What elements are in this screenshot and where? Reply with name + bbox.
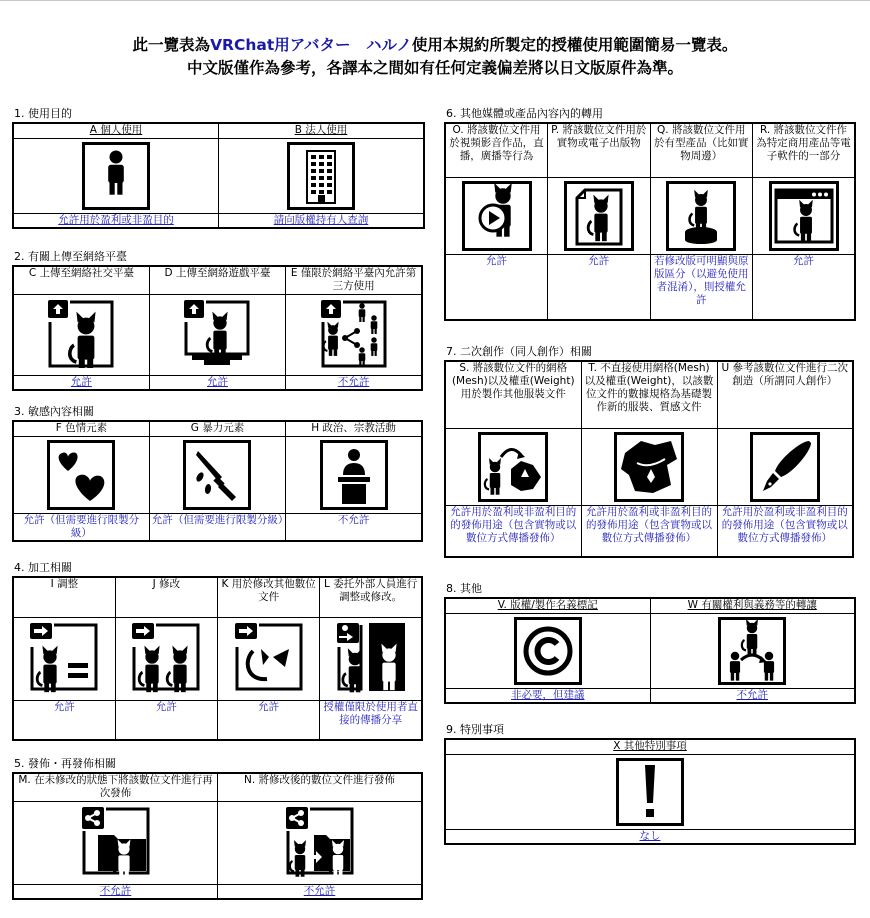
document-icon (564, 181, 634, 251)
special-table (444, 738, 856, 845)
icon-cell (149, 436, 285, 513)
result-text: 不允許 (736, 688, 768, 701)
result-i: 允許 (13, 700, 115, 740)
result-j: 允許 (115, 700, 217, 740)
header-t: T. 不直接使用網格(Mesh)以及權重(Weight)，以該數位文件的數據規格為基礎製作新的服裝、質感文件 (581, 361, 717, 428)
result-text: 允許 (70, 375, 92, 388)
title-suffix: 使用本規約所製定的授權使用範圍簡易一覽表。 (411, 36, 738, 54)
title-highlight: VRChat用アバター ハルノ (210, 36, 412, 54)
section-label: 1. 使用目的 (14, 107, 72, 120)
copyright-icon (514, 617, 582, 685)
result-text: 不允許 (99, 884, 132, 897)
title-line-1 (0, 34, 870, 57)
knife-icon (183, 440, 251, 510)
section-usage-purpose (12, 107, 425, 229)
outsource-icon (335, 621, 407, 697)
result-u: 允許用於盈利或非盈利目的的發佈用途（包含實物或以數位方式傳播發佈） (717, 505, 853, 557)
header-i: I 調整 (13, 577, 115, 617)
section-label: 9. 特別事項 (446, 723, 504, 736)
section-other-media (444, 107, 856, 321)
icon-cell (286, 294, 422, 375)
person-icon (82, 142, 150, 210)
result-t: 允許用於盈利或非盈利目的的發佈用途（包含實物或以數位方式傳播發佈） (581, 505, 717, 557)
section-label: 6. 其他媒體或產品內容內的轉用 (446, 107, 603, 120)
header-v: V. 版權/製作名義標記 (445, 598, 650, 613)
result-m (13, 884, 218, 899)
derivative-table (444, 360, 854, 558)
header-d: D 上傳至網絡遊戲平臺 (149, 266, 285, 294)
section-label: 4. 加工相關 (14, 561, 72, 574)
icon-cell (115, 617, 217, 700)
icon-cell (218, 617, 320, 700)
icon-cell (445, 428, 581, 505)
pen-nib-icon (750, 432, 820, 502)
icon-cell (650, 177, 753, 254)
header-w: W 有關權利與義務等的轉讓 (650, 598, 855, 613)
result-text: 請向版權持有人查詢 (273, 213, 369, 226)
result-d (149, 375, 285, 390)
upload-share-icon (319, 298, 389, 372)
hearts-icon (47, 440, 115, 510)
icon-cell (717, 428, 853, 505)
icon-cell (13, 138, 219, 213)
header-o: O. 將該數位文件用於視頻影音作品，直播，廣播等行為 (445, 123, 548, 177)
header-a-personal: A 個人使用 (13, 123, 219, 138)
result-c (13, 375, 149, 390)
clothing-icon (614, 432, 684, 502)
result-k: 允許 (218, 700, 320, 740)
icon-cell (13, 294, 149, 375)
upload-monitor-icon (182, 298, 252, 372)
result-text: 允許用於盈利或非盈目的 (58, 213, 174, 226)
section-label: 8. 其他 (446, 582, 482, 595)
result-text: 允許 (206, 375, 228, 388)
result-f: 允許（但需要進行限製分級） (13, 513, 149, 541)
result-n (218, 884, 423, 899)
building-icon (287, 142, 355, 210)
result-v (445, 688, 650, 703)
header-p: P. 將該數位文件用於實物或電子出版物 (548, 123, 651, 177)
header-u: U 參考該數位文件進行二次創造（所謂同人創作） (717, 361, 853, 428)
section-special-notes (444, 723, 856, 845)
section-label: 7. 二次創作（同人創作）相關 (446, 345, 592, 358)
result-r: 允許 (753, 254, 856, 320)
title-line-2: 中文版僅作為參考，各譯本之間如有任何定義偏差將以日文版原件為準。 (186, 59, 683, 77)
icon-cell (581, 428, 717, 505)
exclamation-icon (616, 758, 684, 826)
icon-cell (13, 436, 149, 513)
title-prefix: 此一覽表為 (132, 36, 211, 54)
upload-avatar-icon (46, 298, 116, 372)
section-derivative-works (444, 345, 854, 558)
software-window-icon (769, 181, 839, 251)
result-q: 若修改版可明顯與原版區分（以避免使用者混淆），則授權允許 (650, 254, 753, 320)
icon-cell (13, 617, 115, 700)
other-media-table (444, 122, 856, 321)
section-label: 3. 敏感內容相關 (14, 405, 94, 418)
processing-table (12, 576, 423, 741)
modify-icon (130, 621, 202, 697)
section-label: 2. 有關上傳至網絡平臺 (14, 250, 127, 263)
top-border-line (0, 0, 870, 1)
header-x: X 其他特別事項 (445, 739, 855, 754)
result-b (219, 213, 425, 228)
sensitive-table (12, 420, 423, 542)
icon-cell (286, 436, 422, 513)
figure-icon (666, 181, 736, 251)
icon-cell (219, 138, 425, 213)
header-f: F 色情元素 (13, 421, 149, 436)
result-text: 不允許 (337, 375, 370, 388)
result-w (650, 688, 855, 703)
section-label: 5. 發佈・再發佈相關 (14, 757, 116, 770)
icon-cell (548, 177, 651, 254)
icon-cell (218, 801, 423, 884)
result-x (445, 829, 855, 844)
result-h: 不允許 (286, 513, 422, 541)
header-h: H 政治、宗教活動 (286, 421, 422, 436)
upload-table (12, 265, 423, 391)
icon-cell (445, 754, 855, 829)
header-b-corporate: B 法人使用 (219, 123, 425, 138)
header-g: G 暴力元素 (149, 421, 285, 436)
transfer-icon (718, 617, 786, 685)
header-k: K 用於修改其他數位文件 (218, 577, 320, 617)
header-e: E 僅限於網絡平臺內允許第三方使用 (286, 266, 422, 294)
result-s: 允許用於盈利或非盈利目的的發佈用途（包含實物或以數位方式傳播發佈） (445, 505, 581, 557)
result-g: 允許（但需要進行限製分級） (149, 513, 285, 541)
icon-cell (149, 294, 285, 375)
header-c: C 上傳至網絡社交平臺 (13, 266, 149, 294)
header-l: L 委托外部人員進行調整或修改。 (320, 577, 422, 617)
page-title (0, 34, 870, 80)
header-r: R. 將該數位文件作為特定商用產品等電子軟件的一部分 (753, 123, 856, 177)
result-text: 非必要，但建議 (511, 688, 585, 701)
other-table (444, 597, 856, 704)
result-text: なし (639, 829, 661, 842)
section-sensitive (12, 405, 423, 542)
icon-cell (753, 177, 856, 254)
icon-cell (320, 617, 422, 700)
distribution-table (12, 772, 423, 900)
section-processing (12, 561, 423, 741)
result-o: 允許 (445, 254, 548, 320)
share-modified-icon (284, 805, 356, 881)
result-e (286, 375, 422, 390)
result-text: 不允許 (303, 884, 336, 897)
icon-cell (13, 801, 218, 884)
parts-icon (233, 621, 305, 697)
mesh-clothing-icon (478, 432, 548, 502)
section-distribution (12, 757, 423, 900)
share-folder-icon (80, 805, 152, 881)
icon-cell (445, 613, 650, 688)
header-j: J 修改 (115, 577, 217, 617)
icon-cell (445, 177, 548, 254)
video-icon (462, 181, 532, 251)
header-n: N. 將修改後的數位文件進行發佈 (218, 773, 423, 801)
icon-cell (650, 613, 855, 688)
result-p: 允許 (548, 254, 651, 320)
usage-table (12, 122, 425, 229)
podium-icon (320, 440, 388, 510)
result-l: 授權僅限於使用者直接的傳播分享 (320, 700, 422, 740)
header-s: S. 將該數位文件的網格(Mesh)以及權重(Weight)用於製作其他服裝文件 (445, 361, 581, 428)
section-upload (12, 250, 423, 391)
adjust-icon (28, 621, 100, 697)
section-other (444, 582, 856, 704)
header-m: M. 在未修改的狀態下將該數位文件進行再次發佈 (13, 773, 218, 801)
header-q: Q. 將該數位文件用於有型產品（比如實物周邊） (650, 123, 753, 177)
result-a (13, 213, 219, 228)
